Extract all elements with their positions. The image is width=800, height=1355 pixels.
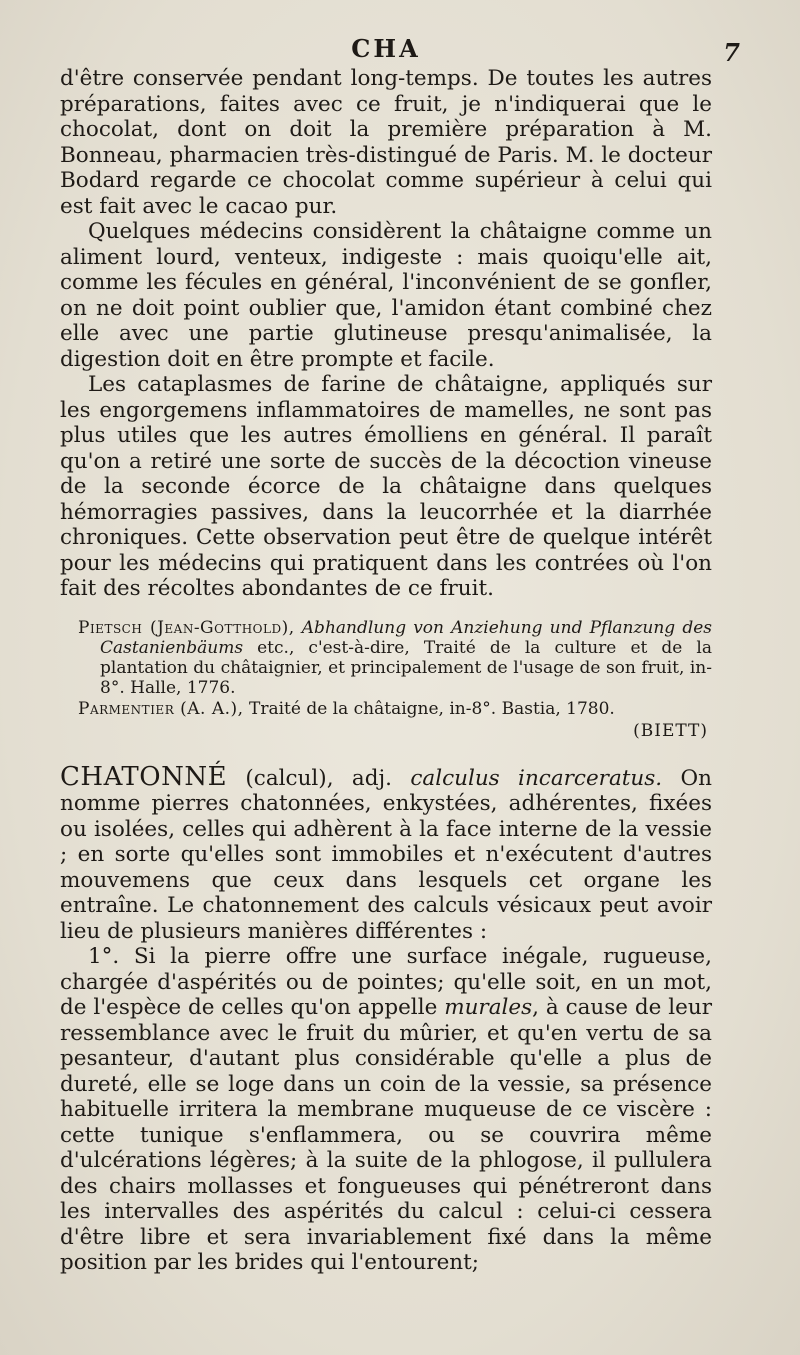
reference-details: Traité de la châtaigne, in-8°. Bastia, 1780. xyxy=(248,698,615,719)
entry-latin-term: calculus incarceratus. xyxy=(410,765,663,791)
list-item-text: , à cause de leur ressemblance avec le fruit du mûrier, et qu'en vertu de sa pesanteur, d'autant plus considérable qu'elle a plus de dureté, elle se loge dans un coin de la vessie, sa présence habituelle irritera la membrane muqueuse de ce viscère : cette tunique s'enflammera, ou se couvrira même d'ulcérations légères; à la suite de la phlogose, il pullulera des chairs mollasses et fongueuses qui pénétreront dans les intervalles des aspérités du calcul : celui-ci cessera d'être libre et sera invariablement fixé dans la même position par les brides qui l'entourent; xyxy=(60,995,712,1275)
article-continuation xyxy=(60,66,712,602)
author-signature: (BIETT) xyxy=(633,720,708,741)
paragraph: d'être conservée pendant long-temps. De toutes les autres préparations, faites avec ce fruit, je n'indiquerai que le chocolat, dont on doit la première préparation à M. Bonneau, pharmacien très-distingué de Paris. M. le docteur Bodard regarde ce chocolat comme supérieur à celui qui est fait avec le cacao pur. xyxy=(60,66,712,219)
entry-intro xyxy=(60,761,712,945)
paragraph: Les cataplasmes de farine de châtaigne, appliqués sur les engorgemens inflammatoires de mamelles, ne sont pas plus utiles que les autres émolliens en général. Il paraît qu'on a retiré une sorte de succès de la décoction vineuse de la seconde écorce de la châtaigne dans quelques hémorragies passives, dans la leucorrhée et la diarrhée chroniques. Cette observation peut être de quelque intérêt pour les médecins qui pratiquent dans les contrées où l'on fait des récoltes abondantes de ce fruit. xyxy=(60,372,712,601)
reference-author: Pietsch (Jean-Gotthold), xyxy=(78,617,295,638)
page-number: 7 xyxy=(723,38,740,67)
dictionary-entry xyxy=(60,761,712,1276)
bibliography xyxy=(78,618,712,741)
paragraph: Quelques médecins considèrent la châtaigne comme un aliment lourd, venteux, indigeste : mais quoiqu'elle ait, comme les fécules en général, l'inconvénient de se gonfler, on ne doit point oublier que, l'amidon étant combiné chez elle avec une partie glutineuse presqu'animalisée, la digestion doit en être prompte et facile. xyxy=(60,219,712,372)
entry-pos: (calcul), adj. xyxy=(245,765,392,791)
reference-author: Parmentier (A. A.), xyxy=(78,698,244,719)
running-head xyxy=(60,34,740,67)
list-item-text: 1°. Si la pierre offre une surface inégale, rugueuse, chargée d'aspérités ou de pointes; qu'elle soit, en un mot, de l'espèce de celles qu'on appelle xyxy=(60,944,712,1020)
entry-list-item xyxy=(60,944,712,1276)
running-title: CHA xyxy=(351,34,421,63)
list-item-term: murales xyxy=(444,995,533,1020)
reference-entry xyxy=(78,699,712,719)
entry-headword: CHATONNÉ xyxy=(60,761,228,792)
reference-details: etc., c'est-à-dire, Traité de la culture et de la plantation du châtaignier, et principalement de l'usage de son fruit, in-8°. Halle, 1776. xyxy=(100,637,712,698)
reference-entry xyxy=(78,618,712,698)
reference-title: Abhandlung von Anziehung und Pflanzung des Castanienbäums xyxy=(100,617,712,658)
entry-definition: On nomme pierres chatonnées, enkystées, adhérentes, fixées ou isolées, celles qui adhèrent à la face interne de la vessie ; en sorte qu'elles sont immobiles et n'exécutent d'autres mouvemens que ceux dans lesquels cet organe les entraîne. Le chatonnement des calculs vésicaux peut avoir lieu de plusieurs manières différentes : xyxy=(60,765,712,944)
